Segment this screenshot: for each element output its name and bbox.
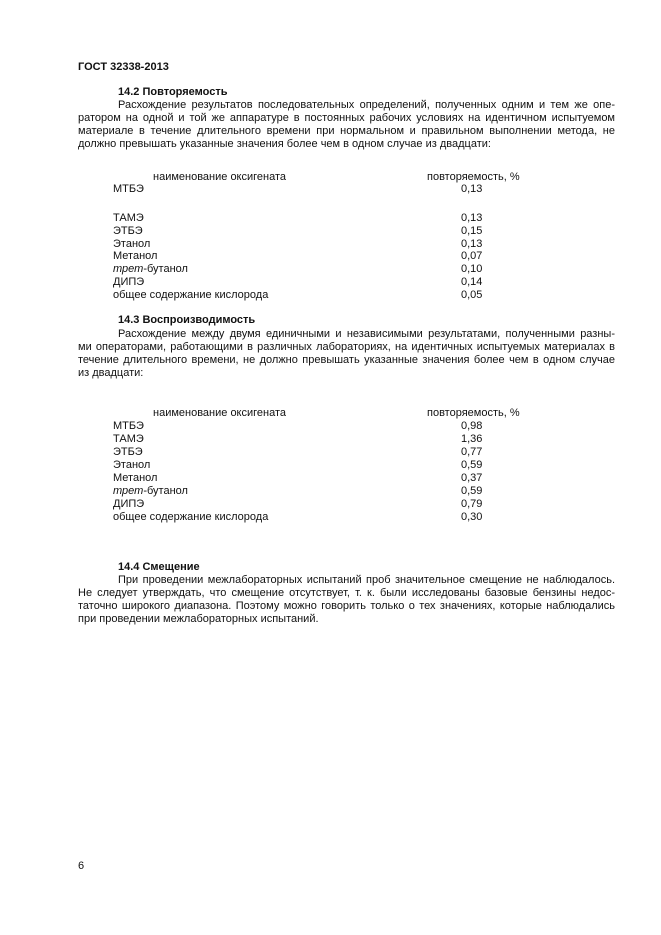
name-text: -бутанол: [143, 263, 188, 275]
table-row-name: ДИПЭ: [113, 276, 145, 288]
table-row-name: общее содержание кислорода: [113, 289, 269, 301]
page-number: 6: [78, 860, 85, 872]
section-title-repeatability: 14.2 Повторяемость: [118, 86, 228, 98]
table-row-value: 0,05: [461, 289, 483, 301]
paragraph-line: при проведении межлабораторных испытаний.: [78, 613, 319, 625]
paragraph-line: При проведении межлабораторных испытаний проб значительное смещение не наблюдалось.: [118, 574, 615, 586]
table-row-value: 0,10: [461, 263, 483, 275]
paragraph-line: материале в течение длительного времени при нормальном и правильном выполнении метода, не: [78, 125, 615, 137]
column-header-name: наименование оксигената: [153, 407, 287, 419]
paragraph-line: из двадцати:: [78, 367, 144, 379]
table-row-value: 0,98: [461, 420, 483, 432]
table-row-value: 0,14: [461, 276, 483, 288]
table-row-value: 0,30: [461, 511, 483, 523]
column-header-name: наименование оксигената: [153, 171, 287, 183]
italic-prefix: трет: [113, 263, 144, 275]
table-row-value: 0,13: [461, 212, 483, 224]
table-row-name: Метанол: [113, 250, 158, 262]
name-text: -бутанол: [143, 485, 188, 497]
table-row-name: Этанол: [113, 238, 151, 250]
table-row-value: 0,15: [461, 225, 483, 237]
section-title-bias: 14.4 Смещение: [118, 561, 200, 573]
table-row-name: МТБЭ: [113, 420, 144, 432]
table-row-name: МТБЭ: [113, 183, 144, 195]
table-row-name: ЭТБЭ: [113, 446, 143, 458]
table-row-value: 0,79: [461, 498, 483, 510]
table-row-value: 0,13: [461, 183, 483, 195]
table-row-name: ТАМЭ: [113, 433, 144, 445]
table-row-value: 0,77: [461, 446, 483, 458]
table-row-value: 0,59: [461, 485, 483, 497]
paragraph-line: таточно широкого диапазона. Поэтому можно говорить только о тех значениях, которые наблюдались: [78, 600, 615, 612]
document-header: ГОСТ 32338-2013: [78, 61, 169, 73]
section-title-reproducibility: 14.3 Воспроизводимость: [118, 314, 256, 326]
table-row-name: общее содержание кислорода: [113, 511, 269, 523]
paragraph-line: Расхождение результатов последовательных определений, полученных одним и тем же опе-: [118, 99, 615, 111]
paragraph-line: должно превышать указанные значения более чем в одном случае из двадцати:: [78, 138, 491, 150]
table-row-name: Метанол: [113, 472, 158, 484]
column-header-value: повторяемость, %: [427, 407, 520, 419]
column-header-value: повторяемость, %: [427, 171, 520, 183]
table-row-value: 0,59: [461, 459, 483, 471]
table-row-name: Этанол: [113, 459, 151, 471]
table-row-name: ДИПЭ: [113, 498, 145, 510]
table-row-name: [113, 485, 188, 498]
table-row-value: 1,36: [461, 433, 483, 445]
paragraph-line: Расхождение между двумя единичными и независимыми результатами, полученными разны-: [118, 328, 615, 340]
paragraph-line: ратором на одной и той же аппаратуре в постоянных рабочих условиях на идентичном испытуемом: [78, 112, 615, 124]
table-row-name: [113, 263, 188, 276]
table-row-value: 0,07: [461, 250, 483, 262]
paragraph-line: ми операторами, работающими в различных лабораториях, на идентичных испытуемых материалах в: [78, 341, 615, 353]
table-row-value: 0,37: [461, 472, 483, 484]
table-row-name: ЭТБЭ: [113, 225, 143, 237]
table-row-name: ТАМЭ: [113, 212, 144, 224]
paragraph-line: Не следует утверждать, что смещение отсутствует, т. к. были исследованы базовые бензины недос-: [78, 587, 615, 599]
table-row-value: 0,13: [461, 238, 483, 250]
paragraph-line: течение длительного времени, не должно превышать указанные значения более чем в одном случае: [78, 354, 615, 366]
italic-prefix: трет: [113, 485, 144, 497]
